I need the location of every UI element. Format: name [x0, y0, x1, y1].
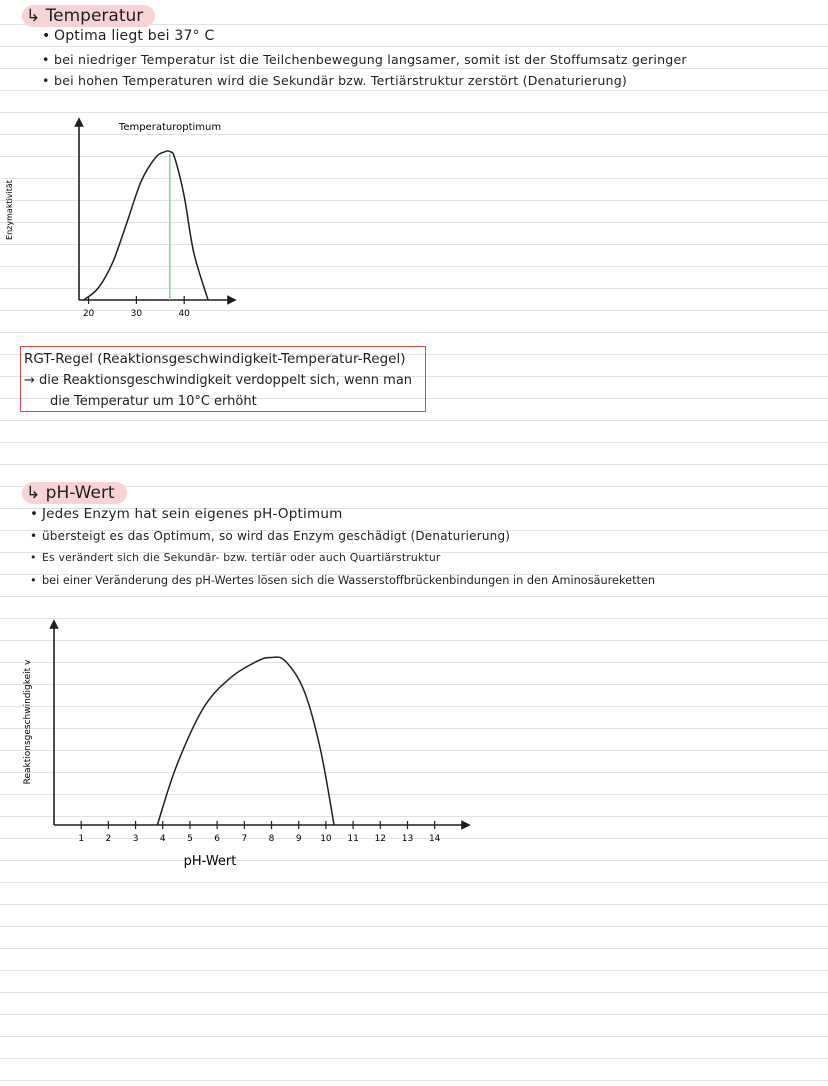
x-tick-label: 6	[214, 834, 221, 844]
x-tick-label: 30	[130, 309, 143, 319]
bullet-text: bei niedriger Temperatur ist die Teilchenbewegung langsamer, somit ist der Stoffumsatz geringer	[54, 52, 687, 67]
bullet-dot: •	[42, 28, 51, 44]
bullet-text: Es verändert sich die Sekundär- bzw. tertiär oder auch Quartiärstruktur	[42, 551, 441, 564]
bullet-temp-1	[42, 27, 214, 45]
x-tick-label: 20	[82, 309, 95, 319]
x-tick-label: 1	[78, 834, 85, 844]
rgt-line-2: → die Reaktionsgeschwindigkeit verdoppelt sich, wenn man	[24, 373, 413, 388]
bullet-ph-4	[30, 572, 655, 590]
y-axis-label: Reaktionsgeschwindigkeit v	[23, 659, 33, 785]
x-axis-label: pH-Wert	[183, 854, 237, 869]
x-tick-label: 13	[401, 834, 414, 844]
bullet-ph-2	[30, 527, 510, 545]
temperature-curve	[84, 151, 208, 300]
bullet-dot: •	[42, 73, 50, 88]
bullet-dot: •	[42, 52, 50, 67]
bullet-dot: •	[30, 551, 37, 564]
bullet-ph-3	[30, 549, 441, 567]
rgt-title: RGT-Regel (Reaktionsgeschwindigkeit-Temperatur-Regel)	[24, 351, 406, 367]
rgt-line-3: die Temperatur um 10°C erhöht	[50, 394, 257, 409]
bullet-text: bei einer Veränderung des pH-Wertes lösen sich die Wasserstoffbrückenbindungen in den Aminosäureketten	[42, 574, 656, 587]
bullet-ph-1	[30, 505, 342, 523]
bullet-temp-3	[42, 72, 627, 90]
ph-curve	[157, 657, 334, 825]
x-tick-label: 7	[241, 834, 248, 844]
heading-temperatur: ↳ Temperatur	[22, 5, 155, 27]
bullet-text: bei hohen Temperaturen wird die Sekundär bzw. Tertiärstruktur zerstört (Denaturierung)	[54, 73, 628, 88]
x-tick-label: 10	[320, 834, 332, 844]
x-tick-label: 4	[159, 834, 166, 844]
bullet-text: Optima liegt bei 37° C	[54, 28, 215, 44]
bullet-dot: •	[30, 574, 37, 587]
x-tick-label: 12	[374, 834, 387, 844]
x-tick-label: 11	[347, 834, 359, 844]
ph-chart	[0, 612, 480, 877]
x-tick-label: 2	[105, 834, 112, 844]
x-tick-label: 5	[187, 834, 193, 844]
x-tick-label: 8	[268, 834, 275, 844]
x-tick-label: 14	[428, 834, 441, 844]
bullet-dot: •	[30, 506, 39, 522]
bullet-text: übersteigt es das Optimum, so wird das Enzym geschädigt (Denaturierung)	[42, 529, 511, 543]
chart-title: Temperaturoptimum	[118, 122, 222, 133]
x-tick-label: 40	[178, 309, 190, 319]
bullet-temp-2	[42, 51, 687, 69]
temperature-chart	[0, 110, 280, 325]
x-tick-label: 3	[132, 834, 139, 844]
x-tick-label: 9	[295, 834, 302, 844]
heading-ph-wert: ↳ pH-Wert	[22, 482, 127, 504]
bullet-dot: •	[30, 529, 38, 543]
bullet-text: Jedes Enzym hat sein eigenes pH-Optimum	[42, 506, 343, 522]
y-axis-label: Enzymaktivität	[5, 180, 14, 240]
